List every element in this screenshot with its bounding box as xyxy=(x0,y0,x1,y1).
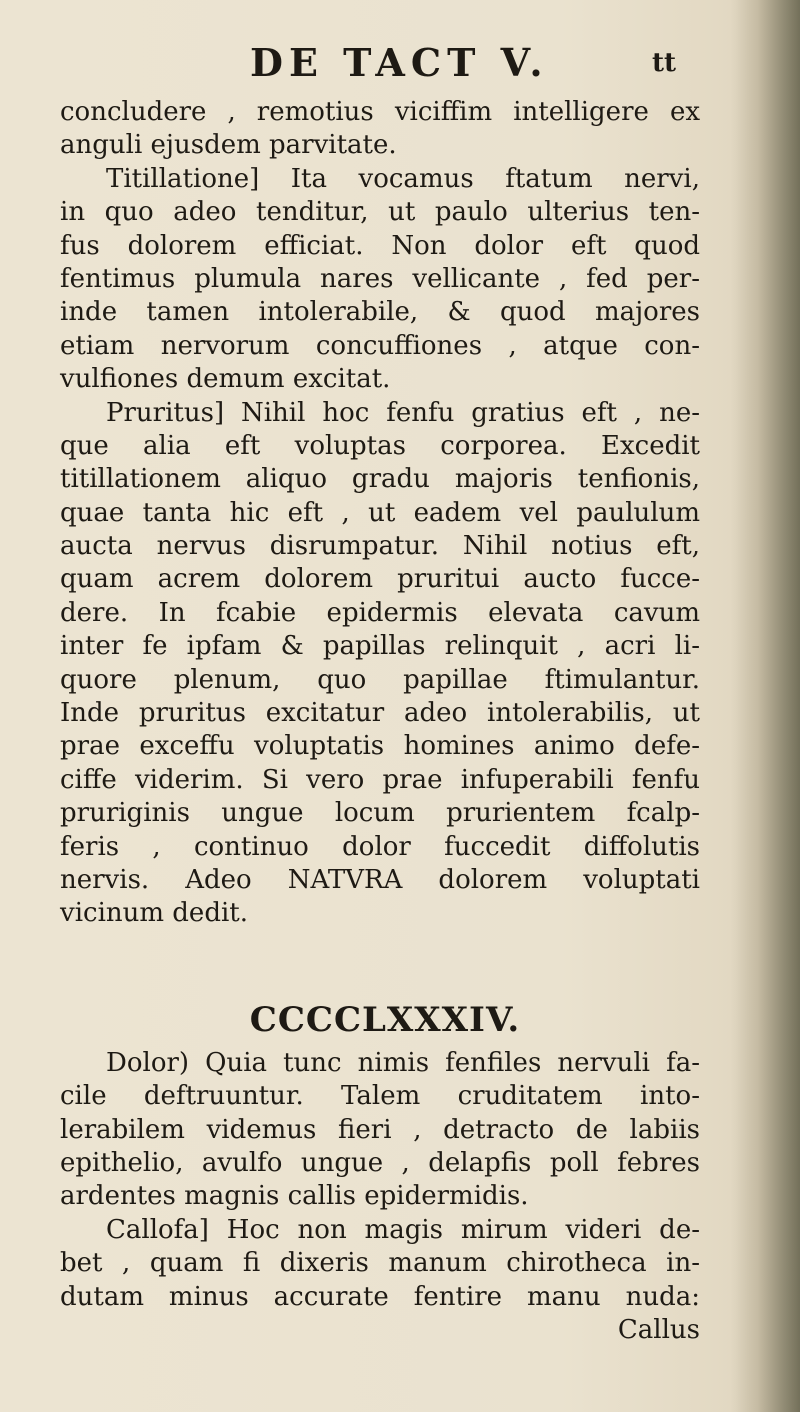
text-line: que alia eft voluptas corporea. Excedit xyxy=(60,430,700,461)
text-line: dutam minus accurate fentire manu nuda: xyxy=(60,1281,700,1312)
text-line: quam acrem dolorem prurituі aucto fucce- xyxy=(60,564,700,595)
text-line: inde tamen intolerabile, & quod majores xyxy=(60,297,700,328)
page-number: tt xyxy=(652,48,677,78)
section-heading: CCCCLXXXIV. xyxy=(249,999,521,1040)
text-line: Pruritus] Nihil hoc fenfu gratius eft , ne- xyxy=(106,397,700,428)
text-line: titillationem aliquo gradu majoris tenfionis, xyxy=(60,464,700,495)
text-line: nervis. Adeo NATVRA dolorem voluptati xyxy=(60,864,700,895)
text-line: Inde pruritus excitatur adeo intolerabilis, ut xyxy=(60,698,700,729)
text-line: lerabilem videmus fieri , detracto de labiis xyxy=(60,1114,700,1145)
text-line: fentimus plumula nares vellicante , fed per- xyxy=(60,263,700,294)
text-line: fus dolorem efficiat. Non dolor eft quod xyxy=(60,230,700,261)
page-header xyxy=(0,40,800,90)
text-line: concludere , remotius viciffim intelligere ex xyxy=(60,97,700,127)
text-line: quae tanta hic eft , ut eadem vel paululum xyxy=(60,497,700,528)
catchword: Callus xyxy=(617,1314,700,1345)
text-line: Dolor) Quia tunc nimis fenfiles nervuli fa- xyxy=(106,1047,700,1078)
text-line: etiam nervorum concuffiones , atque con- xyxy=(60,330,700,361)
text-line: ardentes magnis callis epidermidis. xyxy=(60,1181,529,1212)
text-line: Callofa] Hoc non magis mirum videri de- xyxy=(106,1214,700,1245)
section-gap xyxy=(60,931,700,993)
text-line: in quo adeo tenditur, ut paulo ulterius ten- xyxy=(60,197,700,228)
text-line: aucta nervus disrumpatur. Nihil notius eft, xyxy=(60,531,700,562)
text-line: quore plenum, quo papillae ftimulantur. xyxy=(60,664,700,695)
page-edge-shadow xyxy=(730,0,800,1412)
running-title: DE TACT V. xyxy=(250,40,549,85)
text-line: cile deftruuntur. Talem cruditatem into- xyxy=(60,1081,700,1112)
text-line: vulfiones demum excitat. xyxy=(60,364,391,395)
text-line: bet , quam fi dixeris manum chirotheca in- xyxy=(60,1248,700,1279)
text-line: vicinum dedit. xyxy=(60,898,248,929)
text-line: dere. In fcabie epidermis elevata cavum xyxy=(60,597,700,628)
text-line: epithelio, avulfo ungue , delapfis poll febres xyxy=(60,1147,700,1178)
text-line: inter fe ipfam & papillas relinquit , acri li- xyxy=(60,631,700,662)
text-line: ciffe viderim. Si vero prae infuperabili fenfu xyxy=(60,764,700,795)
text-line: feris , continuo dolor fuccedit diffolutis xyxy=(60,831,700,862)
text-line: Titillatione] Ita vocamus ftatum nervi, xyxy=(106,163,700,194)
text-line: anguli ejusdem parvitate. xyxy=(60,130,397,161)
text-line: pruriginis ungue locum prurientem fcalp- xyxy=(60,798,700,829)
text-line: prae exceffu voluptatis homines animo defe- xyxy=(60,731,700,762)
text-block xyxy=(60,96,700,1347)
